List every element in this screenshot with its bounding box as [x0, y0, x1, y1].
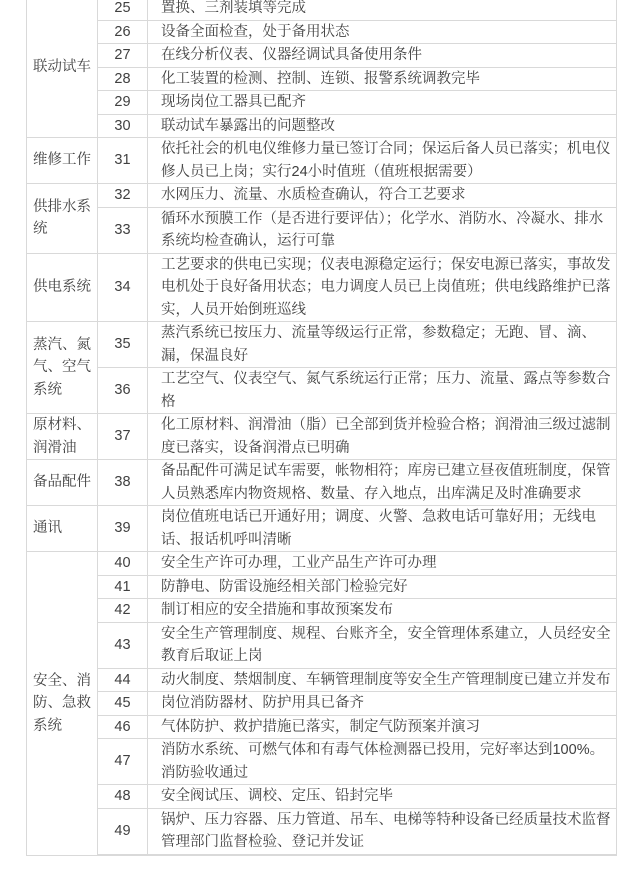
section-category-cell: 维修工作	[27, 138, 98, 184]
checklist-row	[27, 138, 617, 184]
section-category-cell: 供排水系统	[27, 184, 98, 254]
checklist-row	[27, 506, 617, 552]
item-number-cell: 48	[98, 785, 148, 809]
item-number-cell: 42	[98, 599, 148, 623]
item-text-cell: 防静电、防雷设施经相关部门检验完好	[148, 575, 617, 599]
section-category-cell: 供电系统	[27, 253, 98, 322]
table-sheet	[26, 0, 618, 856]
checklist-row	[27, 599, 617, 623]
item-text-cell: 工艺空气、仪表空气、氮气系统运行正常；压力、流量、露点等参数合格	[148, 368, 617, 414]
item-text-cell: 现场岗位工器具已配齐	[148, 91, 617, 115]
item-text-cell: 蒸汽系统已按压力、流量等级运行正常，参数稳定；无跑、冒、滴、漏，保温良好	[148, 322, 617, 368]
item-text-cell: 安全生产许可办理，工业产品生产许可办理	[148, 552, 617, 576]
checklist-row	[27, 368, 617, 414]
item-text-cell: 安全生产管理制度、规程、台账齐全，安全管理体系建立，人员经安全教育后取证上岗	[148, 622, 617, 668]
item-number-cell: 44	[98, 668, 148, 692]
checklist-row	[27, 692, 617, 716]
item-text-cell: 岗位值班电话已开通好用；调度、火警、急救电话可靠好用；无线电话、报话机呼叫清晰	[148, 506, 617, 552]
section-category-cell: 备品配件	[27, 460, 98, 506]
checklist-row	[27, 414, 617, 460]
item-text-cell: 联动试车暴露出的问题整改	[148, 114, 617, 138]
item-number-cell: 29	[98, 91, 148, 115]
checklist-row	[27, 91, 617, 115]
item-number-cell: 34	[98, 253, 148, 322]
item-text-cell	[148, 854, 617, 855]
checklist-row	[27, 253, 617, 322]
item-text-cell: 备品配件可满足试车需要，帐物相符；库房已建立昼夜值班制度，保管人员熟悉库内物资规格、数量、存入地点，出库满足及时准确要求	[148, 460, 617, 506]
item-text-cell: 工艺要求的供电已实现；仪表电源稳定运行；保安电源已落实，事故发电机处于良好备用状态；电力调度人员已上岗值班；供电线路维护已落实，人员开始倒班巡线	[148, 253, 617, 322]
checklist-row	[27, 715, 617, 739]
section-category-cell: 蒸汽、氮气、空气系统	[27, 322, 98, 414]
item-number-cell: 35	[98, 322, 148, 368]
item-text-cell: 化工原材料、润滑油（脂）已全部到货并检验合格；润滑油三级过滤制度已落实，设备润滑点已明确	[148, 414, 617, 460]
item-number-cell: 40	[98, 552, 148, 576]
checklist-row	[27, 808, 617, 854]
item-number-cell: 39	[98, 506, 148, 552]
item-text-cell: 循环水预膜工作（是否进行要评估）；化学水、消防水、冷凝水、排水系统均检查确认，运行可靠	[148, 207, 617, 253]
checklist-table-body	[27, 0, 617, 855]
item-text-cell: 气体防护、救护措施已落实，制定气防预案并演习	[148, 715, 617, 739]
checklist-row	[27, 622, 617, 668]
item-text-cell: 动火制度、禁烟制度、车辆管理制度等安全生产管理制度已建立并发布	[148, 668, 617, 692]
item-number-cell: 27	[98, 44, 148, 68]
item-number-cell: 47	[98, 739, 148, 785]
item-number-cell: 33	[98, 207, 148, 253]
item-number-cell: 31	[98, 138, 148, 184]
checklist-row	[27, 854, 617, 855]
checklist-row	[27, 184, 617, 208]
item-text-cell: 依托社会的机电仪维修力量已签订合同；保运后备人员已落实；机电仪修人员已上岗；实行24小时值班（值班根据需要）	[148, 138, 617, 184]
checklist-table	[26, 0, 617, 856]
item-number-cell: 25	[98, 0, 148, 20]
item-text-cell: 设备全面检查，处于备用状态	[148, 20, 617, 44]
checklist-row	[27, 0, 617, 20]
item-text-cell: 岗位消防器材、防护用具已备齐	[148, 692, 617, 716]
item-number-cell: 28	[98, 67, 148, 91]
item-text-cell: 化工装置的检测、控制、连锁、报警系统调教完毕	[148, 67, 617, 91]
checklist-row	[27, 668, 617, 692]
item-text-cell: 置换、三剂装填等完成	[148, 0, 617, 20]
checklist-row	[27, 44, 617, 68]
checklist-row	[27, 20, 617, 44]
item-number-cell: 36	[98, 368, 148, 414]
item-number-cell: 41	[98, 575, 148, 599]
item-number-cell: 38	[98, 460, 148, 506]
checklist-row	[27, 552, 617, 576]
item-number-cell: 30	[98, 114, 148, 138]
item-number-cell	[98, 854, 148, 855]
checklist-row	[27, 114, 617, 138]
checklist-row	[27, 207, 617, 253]
checklist-row	[27, 785, 617, 809]
item-number-cell: 45	[98, 692, 148, 716]
section-category-cell: 安全、消防、急救系统	[27, 552, 98, 856]
item-text-cell: 安全阀试压、调校、定压、铅封完毕	[148, 785, 617, 809]
item-number-cell: 32	[98, 184, 148, 208]
item-text-cell: 锅炉、压力容器、压力管道、吊车、电梯等特种设备已经质量技术监督管理部门监督检验、登记并发证	[148, 808, 617, 854]
section-category-cell: 联动试车	[27, 0, 98, 138]
item-text-cell: 制订相应的安全措施和事故预案发布	[148, 599, 617, 623]
item-text-cell: 水网压力、流量、水质检查确认，符合工艺要求	[148, 184, 617, 208]
item-text-cell: 在线分析仪表、仪器经调试具备使用条件	[148, 44, 617, 68]
item-number-cell: 37	[98, 414, 148, 460]
item-number-cell: 26	[98, 20, 148, 44]
item-text-cell: 消防水系统、可燃气体和有毒气体检测器已投用，完好率达到100%。消防验收通过	[148, 739, 617, 785]
item-number-cell: 46	[98, 715, 148, 739]
checklist-row	[27, 575, 617, 599]
section-category-cell: 原材料、润滑油	[27, 414, 98, 460]
checklist-row	[27, 322, 617, 368]
section-category-cell: 通讯	[27, 506, 98, 552]
checklist-row	[27, 739, 617, 785]
checklist-row	[27, 67, 617, 91]
checklist-row	[27, 460, 617, 506]
item-number-cell: 49	[98, 808, 148, 854]
item-number-cell: 43	[98, 622, 148, 668]
